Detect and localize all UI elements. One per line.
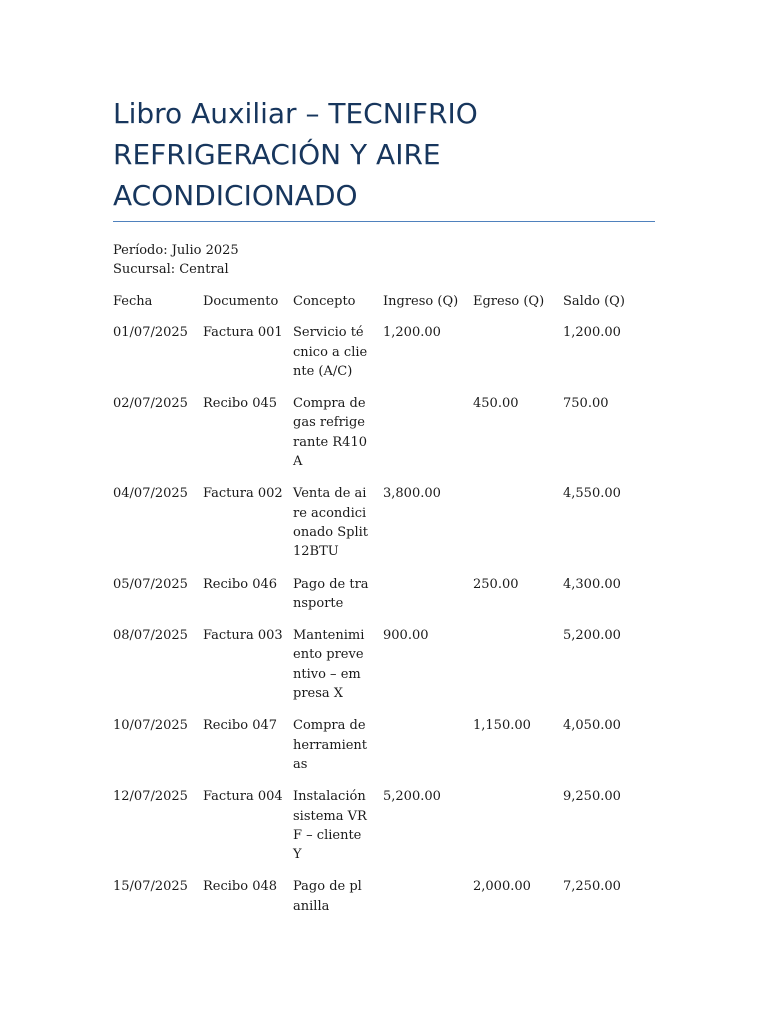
header-fecha: Fecha: [113, 294, 153, 309]
header-egreso: Egreso (Q): [473, 294, 545, 309]
concept-text: Servicio técnico a cliente (A/C): [293, 325, 368, 379]
cell-egreso: [473, 484, 563, 574]
cell-saldo: 4,050.00: [563, 718, 621, 734]
cell-fecha: 15/07/2025: [113, 879, 188, 895]
table-row: [113, 626, 653, 716]
cell-concepto: [293, 716, 383, 787]
cell-ingreso: [383, 575, 473, 627]
branch-label: Sucursal: Central: [113, 262, 229, 277]
table-row: [113, 787, 653, 877]
concept-text: Compra de gas refrigerante R410A: [293, 396, 367, 470]
table-row: [113, 877, 653, 929]
cell-ingreso: 3,800.00: [383, 486, 441, 502]
cell-concepto: [293, 394, 383, 484]
cell-saldo: 1,200.00: [563, 325, 621, 341]
cell-egreso: 250.00: [473, 576, 519, 592]
cell-saldo: 5,200.00: [563, 628, 621, 644]
cell-concepto: [293, 877, 383, 929]
cell-saldo: 7,250.00: [563, 879, 621, 895]
table-row: [113, 323, 653, 394]
cell-documento: Factura 003: [203, 628, 283, 644]
concept-text: Pago de transporte: [293, 576, 369, 611]
cell-egreso: 450.00: [473, 396, 519, 412]
period-label: Período: Julio 2025: [113, 243, 239, 258]
cell-ingreso: 5,200.00: [383, 789, 441, 805]
header-saldo: Saldo (Q): [563, 294, 625, 309]
cell-egreso: [473, 787, 563, 877]
cell-fecha: 05/07/2025: [113, 576, 188, 592]
document-meta: [113, 241, 239, 279]
cell-fecha: 01/07/2025: [113, 325, 188, 341]
cell-documento: Recibo 048: [203, 879, 278, 895]
cell-ingreso: 900.00: [383, 628, 429, 644]
table-row: [113, 575, 653, 627]
table-header-row: [113, 292, 653, 323]
cell-fecha: 04/07/2025: [113, 486, 188, 502]
cell-egreso: 2,000.00: [473, 879, 531, 895]
cell-ingreso: 1,200.00: [383, 325, 441, 341]
header-concepto: Concepto: [293, 294, 356, 309]
cell-concepto: [293, 484, 383, 574]
cell-fecha: 12/07/2025: [113, 789, 188, 805]
cell-saldo: 4,300.00: [563, 576, 621, 592]
table-row: [113, 484, 653, 574]
header-documento: Documento: [203, 294, 279, 309]
cell-concepto: [293, 787, 383, 877]
concept-text: Pago de planilla: [293, 879, 362, 914]
concept-text: Mantenimiento preventivo – empresa X: [293, 628, 365, 702]
concept-text: Compra de herramientas: [293, 718, 368, 772]
cell-documento: Factura 001: [203, 325, 283, 341]
cell-egreso: 1,150.00: [473, 718, 531, 734]
concept-text: Venta de aire acondicionado Split 12BTU: [293, 486, 368, 560]
cell-documento: Factura 002: [203, 486, 283, 502]
cell-documento: Recibo 047: [203, 718, 278, 734]
title-divider: [113, 221, 655, 222]
cell-concepto: [293, 575, 383, 627]
cell-egreso: [473, 323, 563, 394]
cell-egreso: [473, 626, 563, 716]
cell-documento: Factura 004: [203, 789, 283, 805]
document-title: Libro Auxiliar – TECNIFRIO REFRIGERACIÓN Y AIRE ACONDICIONADO: [113, 97, 478, 212]
cell-concepto: [293, 323, 383, 394]
cell-saldo: 9,250.00: [563, 789, 621, 805]
concept-text: Instalación sistema VRF – cliente Y: [293, 789, 367, 863]
cell-fecha: 10/07/2025: [113, 718, 188, 734]
cell-ingreso: [383, 394, 473, 484]
cell-fecha: 08/07/2025: [113, 628, 188, 644]
cell-concepto: [293, 626, 383, 716]
header-ingreso: Ingreso (Q): [383, 294, 459, 309]
cell-ingreso: [383, 877, 473, 929]
cell-documento: Recibo 046: [203, 576, 278, 592]
ledger-table: [113, 292, 653, 929]
table-row: [113, 394, 653, 484]
table-row: [113, 716, 653, 787]
cell-fecha: 02/07/2025: [113, 396, 188, 412]
cell-ingreso: [383, 716, 473, 787]
cell-saldo: 4,550.00: [563, 486, 621, 502]
cell-documento: Recibo 045: [203, 396, 278, 412]
cell-saldo: 750.00: [563, 396, 609, 412]
